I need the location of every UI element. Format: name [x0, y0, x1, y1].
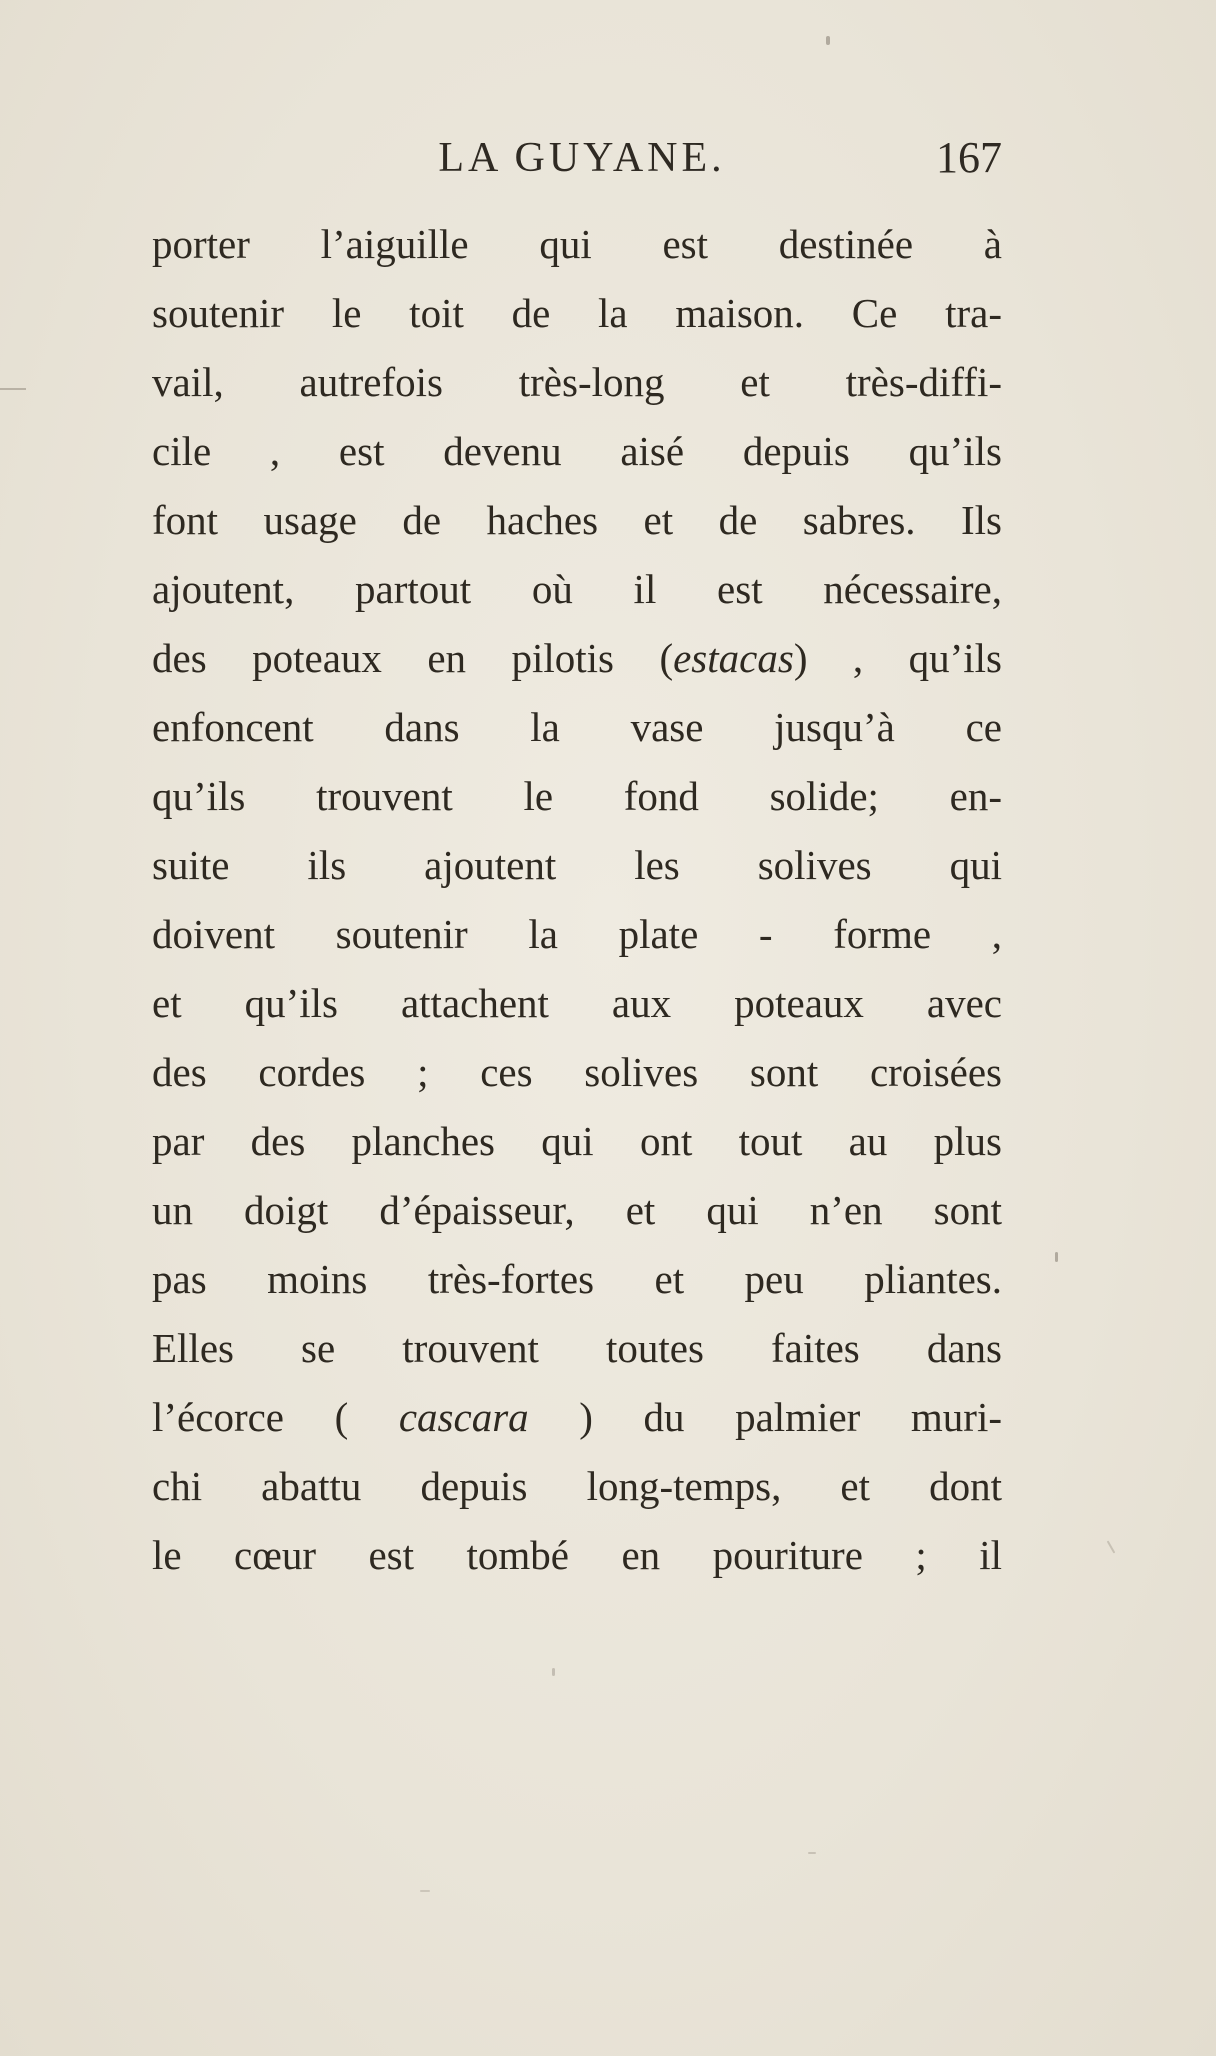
running-title: LA GUYANE.: [438, 135, 726, 181]
text-run: enfoncent dans la vase jusqu’à ce: [152, 704, 1002, 750]
text-run: cile , est devenu aisé depuis qu’ils: [152, 428, 1002, 474]
text-run: doivent soutenir la plate - forme ,: [152, 911, 1002, 957]
body-text: [152, 210, 1002, 1590]
text-run: des poteaux en pilotis (: [152, 635, 674, 681]
ink-speck: [826, 36, 830, 45]
text-run: qu’ils trouvent le fond solide; en-: [152, 773, 1002, 819]
text-line: [152, 693, 1002, 762]
ink-speck: [1107, 1540, 1116, 1553]
text-line: [152, 1452, 1002, 1521]
text-line: [152, 1521, 1002, 1590]
ink-speck: [420, 1890, 430, 1892]
text-run: le cœur est tombé en pouriture ; il: [152, 1532, 1002, 1578]
text-run: ) du palmier muri-: [528, 1394, 1002, 1440]
text-run: et qu’ils attachent aux poteaux avec: [152, 980, 1002, 1026]
text-line: [152, 900, 1002, 969]
italic-term: estacas: [673, 635, 794, 681]
ink-speck: [1055, 1252, 1058, 1262]
ink-speck: [552, 1668, 555, 1676]
text-run: vail, autrefois très-long et très-diffi-: [152, 359, 1002, 405]
ink-speck: [808, 1852, 816, 1854]
text-line: [152, 1107, 1002, 1176]
text-line: [152, 417, 1002, 486]
text-run: soutenir le toit de la maison. Ce tra-: [152, 290, 1002, 336]
text-line: [152, 210, 1002, 279]
text-run: pas moins très-fortes et peu pliantes.: [152, 1256, 1002, 1302]
italic-term: cascara: [398, 1394, 529, 1440]
text-line: [152, 1038, 1002, 1107]
text-run: par des planches qui ont tout au plus: [152, 1118, 1002, 1164]
page-number: 167: [936, 133, 1002, 182]
text-line: [152, 1245, 1002, 1314]
text-line: [152, 348, 1002, 417]
margin-mark: [0, 388, 26, 390]
text-run: porter l’aiguille qui est destinée à: [152, 221, 1002, 267]
page-header: [152, 128, 1012, 188]
text-line: [152, 279, 1002, 348]
text-run: l’écorce (: [152, 1394, 399, 1440]
text-line: [152, 555, 1002, 624]
text-run: ) , qu’ils: [793, 635, 1003, 681]
text-line: [152, 831, 1002, 900]
text-line: [152, 1176, 1002, 1245]
text-run: chi abattu depuis long-temps, et dont: [152, 1463, 1002, 1509]
text-line: [152, 969, 1002, 1038]
text-run: un doigt d’épaisseur, et qui n’en sont: [152, 1187, 1002, 1233]
text-line: [152, 486, 1002, 555]
text-run: suite ils ajoutent les solives qui: [152, 842, 1002, 888]
text-line: [152, 1383, 1002, 1452]
text-run: Elles se trouvent toutes faites dans: [152, 1325, 1002, 1371]
text-line: [152, 624, 1002, 693]
text-run: font usage de haches et de sabres. Ils: [152, 497, 1002, 543]
text-run: ajoutent, partout où il est nécessaire,: [152, 566, 1002, 612]
text-line: [152, 762, 1002, 831]
text-run: des cordes ; ces solives sont croisées: [152, 1049, 1002, 1095]
text-line: [152, 1314, 1002, 1383]
